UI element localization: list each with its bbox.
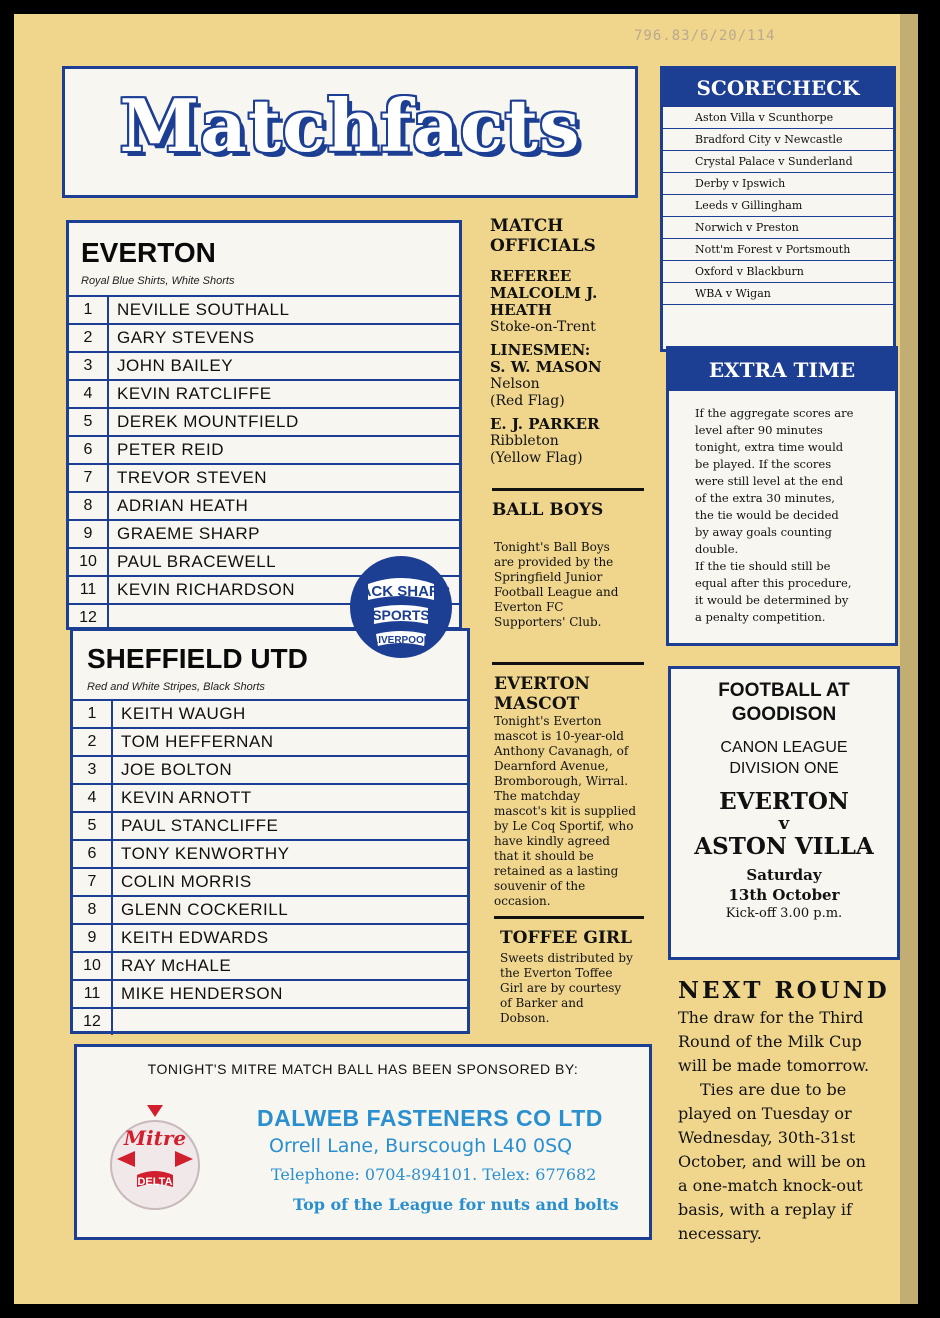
shirt-number: 6 (69, 437, 109, 463)
player-row (73, 839, 467, 867)
league-name (671, 737, 897, 779)
player-row (73, 783, 467, 811)
divider (492, 488, 644, 491)
shirt-number: 5 (69, 409, 109, 435)
text-line: by away goals counting (695, 525, 832, 539)
player-name: DEREK MOUNTFIELD (117, 412, 299, 431)
shirt-number: 1 (69, 297, 109, 323)
text-line: the tie would be decided (695, 508, 839, 522)
player-row (73, 755, 467, 783)
text-line: Sweets distributed by (500, 951, 633, 965)
player-row (73, 811, 467, 839)
player-row (73, 951, 467, 979)
fixture-versus: v (778, 813, 790, 834)
text-line: mascot is 10-year-old (494, 729, 624, 743)
player-name: COLIN MORRIS (121, 872, 252, 891)
text-line: of the extra 30 minutes, (695, 491, 835, 505)
programme-page (14, 14, 918, 1304)
text-line: Round of the Milk Cup (678, 1032, 862, 1051)
text-line: played on Tuesday or (678, 1104, 852, 1123)
scorecheck-heading: SCORECHECK (663, 69, 893, 107)
shirt-number: 4 (69, 381, 109, 407)
shirt-number: 9 (69, 521, 109, 547)
player-name: KEVIN RATCLIFFE (117, 384, 272, 403)
referee-label: REFEREE (490, 267, 572, 285)
referee-name-1: MALCOLM J. (490, 284, 598, 302)
extra-time-heading: EXTRA TIME (669, 349, 895, 391)
away-team-box (70, 628, 470, 1034)
divider (494, 916, 644, 919)
match-officials (490, 216, 650, 467)
player-name: TOM HEFFERNAN (121, 732, 274, 751)
away-team-name: SHEFFIELD UTD (87, 643, 308, 674)
fixture-home-team: EVERTON (719, 788, 849, 815)
shirt-number: 3 (69, 353, 109, 379)
text-line: will be made tomorrow. (678, 1056, 870, 1075)
fixture-away-team: ASTON VILLA (694, 833, 874, 860)
player-name: ADRIAN HEATH (117, 496, 249, 515)
player-row (69, 435, 459, 463)
player-row (69, 491, 459, 519)
shirt-number: 6 (73, 841, 113, 867)
text-line: of Barker and (500, 996, 584, 1010)
fixture-notice-box (668, 666, 900, 960)
shirt-number: 12 (73, 1009, 113, 1035)
player-name: NEVILLE SOUTHALL (117, 300, 290, 319)
match-ball-sponsor-box (74, 1044, 652, 1240)
shirt-number: 8 (73, 897, 113, 923)
shirt-number: 12 (69, 605, 109, 631)
shirt-number: 10 (69, 549, 109, 575)
officials-heading-1: MATCH (490, 216, 564, 236)
player-name: TREVOR STEVEN (117, 468, 268, 487)
heading-line: FOOTBALL AT (718, 680, 850, 701)
text-line: Everton FC (494, 600, 564, 614)
linesman-1-name: S. W. MASON (490, 358, 602, 376)
player-row (73, 923, 467, 951)
text-line: be played. If the scores (695, 457, 832, 471)
player-name: KEVIN RICHARDSON (117, 580, 296, 599)
linesmen-label: LINESMEN: (490, 341, 591, 359)
player-row (73, 979, 467, 1007)
player-row (69, 351, 459, 379)
text-line: Dobson. (500, 1011, 550, 1025)
player-row (73, 1007, 467, 1035)
fixture-item: Derby v Ipswich (663, 173, 893, 195)
text-line: Anthony Cavanagh, of (494, 744, 629, 758)
fixture-item: Aston Villa v Scunthorpe (663, 107, 893, 129)
text-line: have kindly agreed (494, 834, 610, 848)
sponsor-slogan: Top of the League for nuts and bolts (293, 1195, 619, 1214)
fixture-item: Crystal Palace v Sunderland (663, 151, 893, 173)
shirt-number: 7 (69, 465, 109, 491)
text-line: Girl are by courtesy (500, 981, 622, 995)
logo-line-2: SPORTS (372, 607, 430, 623)
toffee-girl-section (500, 928, 650, 1026)
fixture-item: Nott'm Forest v Portsmouth (663, 239, 893, 261)
player-row (73, 895, 467, 923)
text-line: basis, with a replay if (678, 1200, 852, 1219)
player-name: GLENN COCKERILL (121, 900, 289, 919)
referee-town: Stoke-on-Trent (490, 319, 596, 335)
linesman-1-flag: (Red Flag) (490, 393, 565, 409)
text-line: Tonight's Ball Boys (494, 540, 610, 554)
sponsor-phone: Telephone: 0704-894101. Telex: 677682 (271, 1165, 597, 1184)
text-line: the Everton Toffee (500, 966, 613, 980)
shirt-number: 1 (73, 701, 113, 727)
fixture-item: WBA v Wigan (663, 283, 893, 305)
player-name: KEITH EDWARDS (121, 928, 269, 947)
text-line: level after 90 minutes (695, 423, 823, 437)
shirt-number: 2 (69, 325, 109, 351)
fixture-day: Saturday (746, 866, 822, 884)
text-line: a one-match knock-out (678, 1176, 863, 1195)
player-row (69, 407, 459, 435)
player-name: PETER REID (117, 440, 225, 459)
text-line: Springfield Junior (494, 570, 603, 584)
shirt-number: 2 (73, 729, 113, 755)
away-team-kit: Red and White Stripes, Black Shorts (87, 681, 265, 693)
page-title: Matchfacts (119, 83, 581, 168)
mascot-heading-1: EVERTON (494, 674, 590, 694)
player-row (73, 867, 467, 895)
player-name: PAUL BRACEWELL (117, 552, 277, 571)
linesman-1-town: Nelson (490, 376, 540, 392)
linesman-2-town: Ribbleton (490, 433, 559, 449)
goodison-heading (671, 679, 897, 727)
fixture-item: Bradford City v Newcastle (663, 129, 893, 151)
shirt-number: 11 (73, 981, 113, 1007)
toffee-girl-heading: TOFFEE GIRL (500, 928, 632, 948)
text-line: necessary. (678, 1224, 762, 1243)
mitre-ball-icon (107, 1101, 203, 1213)
heading-line: GOODISON (731, 704, 837, 725)
text-line: October, and will be on (678, 1152, 866, 1171)
mascot-section (494, 674, 644, 909)
text-line: tonight, extra time would (695, 440, 844, 454)
text-line: Tonight's Everton (494, 714, 602, 728)
player-row (69, 519, 459, 547)
sponsor-company: DALWEB FASTENERS CO LTD (257, 1105, 603, 1131)
next-round-section (678, 976, 908, 1246)
fixture-list (663, 107, 893, 305)
divider (492, 662, 644, 665)
text-line: If the aggregate scores are (695, 406, 854, 420)
away-lineup (73, 699, 467, 1035)
sponsor-address: Orrell Lane, Burscough L40 0SQ (269, 1135, 573, 1157)
text-line: Ties are due to be (700, 1080, 847, 1099)
player-name: KEVIN ARNOTT (121, 788, 252, 807)
player-name: GRAEME SHARP (117, 524, 260, 543)
text-line: Supporters' Club. (494, 615, 602, 629)
text-line: equal after this procedure, (695, 576, 852, 590)
linesman-2-flag: (Yellow Flag) (490, 450, 583, 466)
shirt-number: 9 (73, 925, 113, 951)
extra-time-text (669, 391, 895, 626)
player-name: GARY STEVENS (117, 328, 255, 347)
text-line: Dearnford Avenue, (494, 759, 609, 773)
home-team-kit: Royal Blue Shirts, White Shorts (81, 275, 235, 287)
text-line: mascot's kit is supplied (494, 804, 636, 818)
mascot-heading-2: MASCOT (494, 694, 580, 714)
text-line: were still level at the end (695, 474, 844, 488)
home-team-name: EVERTON (81, 237, 216, 268)
fixture-item: Oxford v Blackburn (663, 261, 893, 283)
player-name: PAUL STANCLIFFE (121, 816, 279, 835)
text-line: Wednesday, 30th-31st (678, 1128, 856, 1147)
text-line: Bromborough, Wirral. (494, 774, 629, 788)
player-name (113, 1009, 121, 1035)
ball-boys-heading: BALL BOYS (492, 500, 604, 520)
ball-model: DELTA (137, 1176, 173, 1188)
fixture-kickoff: Kick-off 3.00 p.m. (725, 906, 843, 921)
player-row (69, 379, 459, 407)
text-line: If the tie should still be (695, 559, 831, 573)
player-row (73, 727, 467, 755)
text-line: that it should be (494, 849, 594, 863)
shirt-number: 10 (73, 953, 113, 979)
text-line: double. (695, 542, 739, 556)
fixture-date: 13th October (728, 886, 840, 904)
logo-line-1: JACK SHARP (352, 583, 450, 600)
player-row (73, 699, 467, 727)
ball-boys-text (494, 540, 644, 630)
shirt-number: 8 (69, 493, 109, 519)
fixture-item: Leeds v Gillingham (663, 195, 893, 217)
extra-time-box (666, 346, 898, 646)
text-line: The matchday (494, 789, 581, 803)
officials-heading-2: OFFICIALS (490, 236, 596, 256)
shirt-number: 3 (73, 757, 113, 783)
fixture-item: Norwich v Preston (663, 217, 893, 239)
player-row (69, 323, 459, 351)
mascot-text (494, 714, 644, 909)
linesman-2-name: E. J. PARKER (490, 415, 600, 433)
text-line: Football League and (494, 585, 619, 599)
player-name: RAY McHALE (121, 956, 232, 975)
text-line: retained as a lasting (494, 864, 619, 878)
jack-sharp-logo (348, 554, 454, 660)
sponsor-header: TONIGHT'S MITRE MATCH BALL HAS BEEN SPONSORED BY: (147, 1061, 579, 1077)
shirt-number: 5 (73, 813, 113, 839)
text-line: souvenir of the (494, 879, 586, 893)
toffee-girl-text (500, 951, 650, 1026)
league-line: DIVISION ONE (729, 760, 839, 777)
next-round-text (678, 1006, 908, 1246)
player-name: JOHN BAILEY (117, 356, 234, 375)
next-round-heading: NEXT ROUND (678, 977, 890, 1004)
player-name: JOE BOLTON (121, 760, 233, 779)
logo-line-3: LIVERPOOL (372, 635, 430, 646)
text-line: are provided by the (494, 555, 614, 569)
scorecheck-box (660, 66, 896, 352)
text-line: a penalty competition. (695, 610, 826, 624)
player-row (69, 463, 459, 491)
player-name: MIKE HENDERSON (121, 984, 283, 1003)
player-name: KEITH WAUGH (121, 704, 246, 723)
player-row (69, 295, 459, 323)
text-line: The draw for the Third (678, 1008, 864, 1027)
archive-reference: 796.83/6/20/114 (634, 28, 776, 44)
text-line: it would be determined by (695, 593, 849, 607)
player-name: TONY KENWORTHY (121, 844, 290, 863)
shirt-number: 11 (69, 577, 109, 603)
title-box (62, 66, 638, 198)
league-line: CANON LEAGUE (720, 739, 848, 756)
shirt-number: 4 (73, 785, 113, 811)
ball-brand: Mitre (123, 1126, 187, 1150)
text-line: by Le Coq Sportif, who (494, 819, 634, 833)
text-line: occasion. (494, 894, 551, 908)
shirt-number: 7 (73, 869, 113, 895)
referee-name-2: HEATH (490, 301, 552, 319)
